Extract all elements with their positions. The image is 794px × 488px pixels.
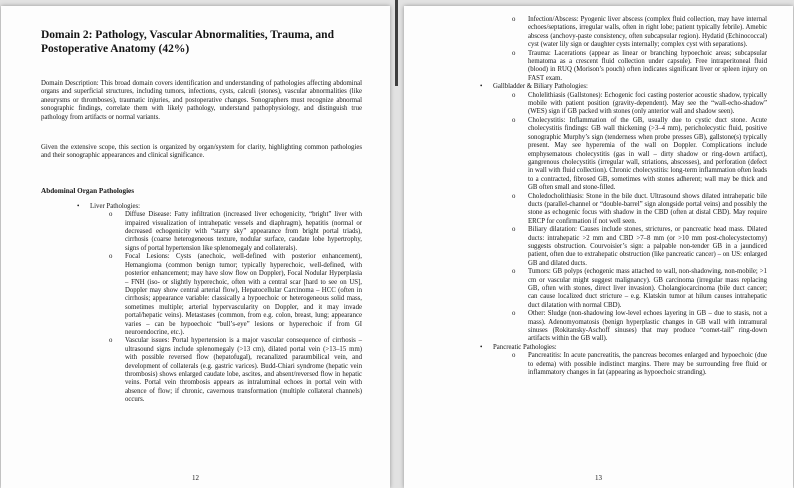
list-item-pancreatitis — [444, 352, 767, 377]
list-item-text: Cholecystitis: Inflammation of the GB, usually due to cystic duct stone. Acute cholecystitis findings: GB wall thickening (>3–4 mm), pericholecystic fluid, positive sonographic Murphy’s sign (tenderness when probe presses GB), gallstone(s) typically present. May see hyperemia of the wall on Doppler. Complications include emphysematous cholecystitis (gas in wall – dirty shadow or ring-down artifact), gangrenous cholecystitis (irregular wall, striations, abscesses), and perforation (defect in wall with fluid collection). Chronic cholecystitis: long-term inflammation often leads to a contracted, fibrosed GB, sometimes with stones adherent; wall may be thick and GB often small and stone-filled. — [528, 116, 767, 192]
circle-bullet-icon: o — [512, 116, 516, 124]
section-heading: Abdominal Organ Pathologies — [41, 186, 135, 195]
circle-bullet-icon: o — [512, 192, 516, 200]
list-item-text: Liver Pathologies: — [90, 202, 141, 210]
list-item-infection-abscess — [444, 16, 767, 50]
list-item-choledocholithiasis — [444, 193, 767, 227]
circle-bullet-icon: o — [512, 226, 516, 234]
list-item-text: Pancreatic Pathologies: — [493, 343, 557, 351]
domain-description-paragraph: Domain Description: This broad domain covers identification and understanding of pathologies affecting abdominal organs and superficial structures, including tumors, infections, cysts, calculi (stones), vascular abnormalities (like aneurysms or thromboses), traumatic injuries, and postoperative changes. Sonographers must recognize abnormal sonographic findings, correlate them with likely pathology, understand pathophysiology, and distinguish true pathology from artifacts or normal variants. — [41, 80, 362, 121]
list-item-text: Cholelithiasis (Gallstones): Echogenic foci casting posterior acoustic shadow, typically mobile with patient position (gravity-dependent). May see the “wall-echo-shadow” (WES) sign if GB packed with stones (only anterior wall and shadow seen). — [528, 91, 767, 116]
list-item-cholecystitis — [444, 117, 767, 193]
page-divider — [395, 0, 398, 86]
pathology-list-right — [444, 16, 767, 377]
scope-paragraph: Given the extensive scope, this section is organized by organ/system for clarity, highlighting common pathologies and their sonographic appearances and clinical significance. — [41, 144, 362, 160]
page-title: Domain 2: Pathology, Vascular Abnormalities, Trauma, and Postoperative Anatomy (42%) — [41, 29, 334, 55]
list-item-text: Infection/Abscess: Pyogenic liver abscess (complex fluid collection, may have internal echoes/septations, irregular walls, often in right lobe; patient typically febrile). Amebic abscess (anchovy-paste consistency, often subcapsular region). Hydatid (Echinococcal) cyst (water lily sign or daughter cysts internally; complex cyst with separations). — [528, 16, 767, 49]
circle-bullet-icon: o — [109, 337, 113, 345]
bullet-icon: • — [480, 83, 483, 91]
list-item-gallbladder-biliary — [444, 83, 767, 91]
list-item-cholelithiasis — [444, 92, 767, 117]
list-item-text: Other: Sludge (non-shadowing low-level echoes layering in GB – due to stasis, not a mass). Adenomyomatosis (benign hyperplastic changes in GB wall with intramural sinuses (Rokitansky-Aschoff sinuses) that may produce “comet-tail” ring-down artifacts within the GB wall). — [528, 310, 767, 343]
list-item-liver — [41, 203, 362, 211]
list-item-text: Choledocholithiasis: Stone in the bile duct. Ultrasound shows dilated intrahepatic bile ducts (parallel-channel or “double-barrel” sign alongside portal veins) and possibly the stone as echogenic focus with shadow in the CBD (often at distal CBD). May require ERCP for confirmation if not well seen. — [528, 192, 767, 225]
circle-bullet-icon: o — [512, 268, 516, 276]
circle-bullet-icon: o — [512, 91, 516, 99]
list-item-diffuse-disease — [41, 211, 362, 253]
list-item-tumors — [444, 268, 767, 310]
list-item-pancreatic — [444, 344, 767, 352]
circle-bullet-icon: o — [109, 253, 113, 261]
list-item-other-sludge — [444, 310, 767, 344]
list-item-text: Tumors: GB polyps (echogenic mass attached to wall, non-shadowing, non-mobile; >1 cm or vascular might suggest malignancy). GB carcinoma (irregular mass replacing GB, often with stones, direct liver invasion). Cholangiocarcinoma (bile duct cancer; can cause localized duct stricture – e.g. Klatskin tumor at hilum causes intrahepatic duct dilatation with normal CBD). — [528, 268, 767, 309]
list-item-trauma — [444, 50, 767, 84]
page-13 — [404, 6, 793, 488]
page-number-left: 12 — [192, 474, 199, 482]
list-item-text: Diffuse Disease: Fatty infiltration (increased liver echogenicity, “bright” liver with impaired visualization of intrahepatic vessels and diaphragm), hepatitis (normal or decreased echogenicity with “starry sky” appearance from bright portal triads), cirrhosis (coarse heterogeneous texture, nodular surface, caudate lobe hypertrophy, signs of portal hypertension like splenomegaly and collaterals). — [125, 211, 362, 252]
circle-bullet-icon: o — [109, 211, 113, 219]
circle-bullet-icon: o — [512, 352, 516, 360]
circle-bullet-icon: o — [512, 16, 516, 23]
list-item-text: Vascular issues: Portal hypertension is a major vascular consequence of cirrhosis – ultrasound signs include splenomegaly (>13 cm), dilated portal vein (>13–15 mm) with possible reversed flow (hepatofugal), recanalized paraumbilical vein, and development of collaterals (e.g. gastric varices). Budd-Chiari syndrome (hepatic vein thrombosis) shows enlarged caudate lobe, ascites, and absent/reversed flow in hepatic veins. Portal vein thrombosis appears as intraluminal echoes in portal vein with absence of flow; if chronic, cavernous transformation (multiple collateral channels) occurs. — [125, 337, 362, 404]
bullet-icon: • — [77, 202, 80, 210]
pathology-list-left — [41, 203, 362, 405]
list-item-vascular-issues — [41, 337, 362, 404]
list-item-text: Focal Lesions: Cysts (anechoic, well-defined with posterior enhancement), Hemangioma (common benign tumor; typically hyperechoic, well-defined, with posterior enhancement; may have slow flow on Doppler), Focal Nodular Hyperplasia – FNH (iso- or slightly hyperechoic, often with a central scar [hard to see on US], Doppler may show central arterial flow), Hepatocellular Carcinoma – HCC (often in cirrhosis; appearance variable: classically a hypoechoic or heterogeneous solid mass, sometimes multiple; arterial hypervascularity on Doppler, and it may invade portal/hepatic veins). Metastases (common, from e.g. colon, breast, lung; appearance varies – can be hypoechoic “bull’s-eye” lesions or hyperechoic if from GI neuroendocrine, etc.). — [125, 253, 362, 336]
bullet-icon: • — [480, 343, 483, 351]
list-item-text: Biliary dilatation: Causes include stones, strictures, or pancreatic head mass. Dilated ducts: intrahepatic >2 mm and CBD >7–8 mm (or >10 mm post-cholecystectomy) suggests obstruction. Courvoisier’s sign: a palpable non-tender GB in a jaundiced patient, often due to extrahepatic obstruction (like pancreatic cancer) – on US: enlarged GB and dilated ducts. — [528, 226, 767, 267]
list-item-biliary-dilatation — [444, 226, 767, 268]
circle-bullet-icon: o — [512, 49, 516, 57]
page-number-right: 13 — [595, 474, 602, 482]
list-item-text: Pancreatitis: In acute pancreatitis, the pancreas becomes enlarged and hypoechoic (due to edema) with possible indistinct margins. There may be surrounding free fluid or inflammatory changes in fat (appearing as hypoechoic stranding). — [528, 352, 767, 377]
page-12 — [1, 6, 390, 488]
list-item-text: Gallbladder & Biliary Pathologies: — [493, 83, 588, 91]
list-item-text: Trauma: Lacerations (appear as linear or branching hypoechoic areas; subcapsular hematoma as a crescent fluid collection under capsule). Free intraperitoneal fluid (blood) in RUQ (Morison’s pouch) often indicates significant liver or spleen injury on FAST exam. — [528, 49, 767, 82]
list-item-focal-lesions — [41, 253, 362, 337]
circle-bullet-icon: o — [512, 310, 516, 318]
